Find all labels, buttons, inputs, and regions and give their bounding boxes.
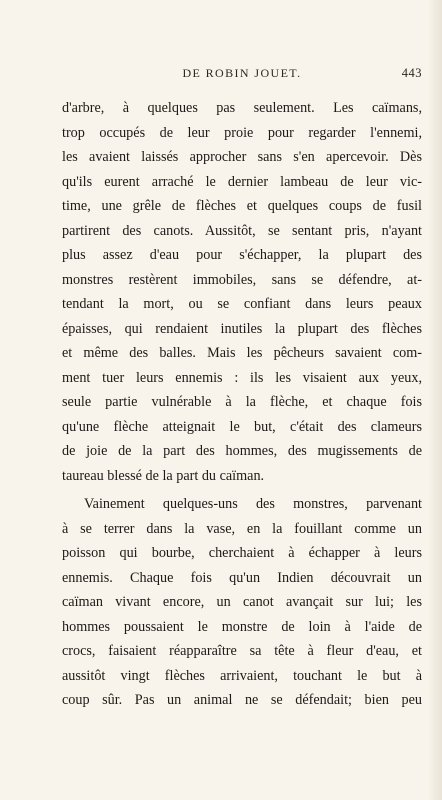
paragraph <box>62 492 422 713</box>
body-text <box>62 96 422 713</box>
running-head <box>62 66 422 86</box>
paragraph <box>62 96 422 488</box>
text-line: aussitôt vingt flèches arrivaient, touchant le but à <box>62 667 422 684</box>
text-line: monstres restèrent immobiles, sans se défendre, at- <box>62 271 422 288</box>
text-line: épaisses, qui rendaient inutiles la plupart des flèches <box>62 320 422 337</box>
text-line: les avaient laissés approcher sans s'en apercevoir. Dès <box>62 149 422 165</box>
text-line: de joie de la part des hommes, des mugissements de <box>62 443 422 459</box>
text-line: tendant la mort, ou se confiant dans leurs peaux <box>62 296 422 312</box>
text-line: à se terrer dans la vase, en la fouillant comme un <box>62 520 422 537</box>
running-title: DE ROBIN JOUET. <box>182 66 302 80</box>
text-line: partirent des canots. Aussitôt, se sentant pris, n'ayant <box>62 222 422 239</box>
text-line: qu'une flèche atteignait le but, c'était des clameurs <box>62 418 422 435</box>
text-line: caïman vivant encore, un canot avançait sur lui; les <box>62 594 422 610</box>
text-line: qu'ils eurent arraché le dernier lambeau de leur vic- <box>62 173 422 190</box>
text-line: trop occupés de leur proie pour regarder l'ennemi, <box>62 124 422 141</box>
text-line: plus assez d'eau pour s'échapper, la plupart des <box>62 247 422 263</box>
text-line: Vainement quelques-uns des monstres, parvenant <box>84 496 422 512</box>
text-line: time, une grêle de flèches et quelques coups de fusil <box>62 198 422 214</box>
text-line: coup sûr. Pas un animal ne se défendait; bien peu <box>62 692 422 708</box>
text-line: poisson qui bourbe, cherchaient à échapper à leurs <box>62 545 422 561</box>
text-line: ennemis. Chaque fois qu'un Indien découvrait un <box>62 569 422 586</box>
text-line: et même des balles. Mais les pêcheurs savaient com- <box>62 345 422 361</box>
text-line: d'arbre, à quelques pas seulement. Les caïmans, <box>62 100 422 116</box>
page-number: 443 <box>401 66 422 80</box>
text-line: ment tuer leurs ennemis : ils les visaient aux yeux, <box>62 369 422 386</box>
text-line: crocs, faisaient réapparaître sa tête à fleur d'eau, et <box>62 643 422 659</box>
text-line: hommes poussaient le monstre de loin à l'aide de <box>62 618 422 635</box>
text-line: seule partie vulnérable à la flèche, et chaque fois <box>62 394 422 410</box>
text-line: taureau blessé de la part du caïman. <box>62 467 265 484</box>
